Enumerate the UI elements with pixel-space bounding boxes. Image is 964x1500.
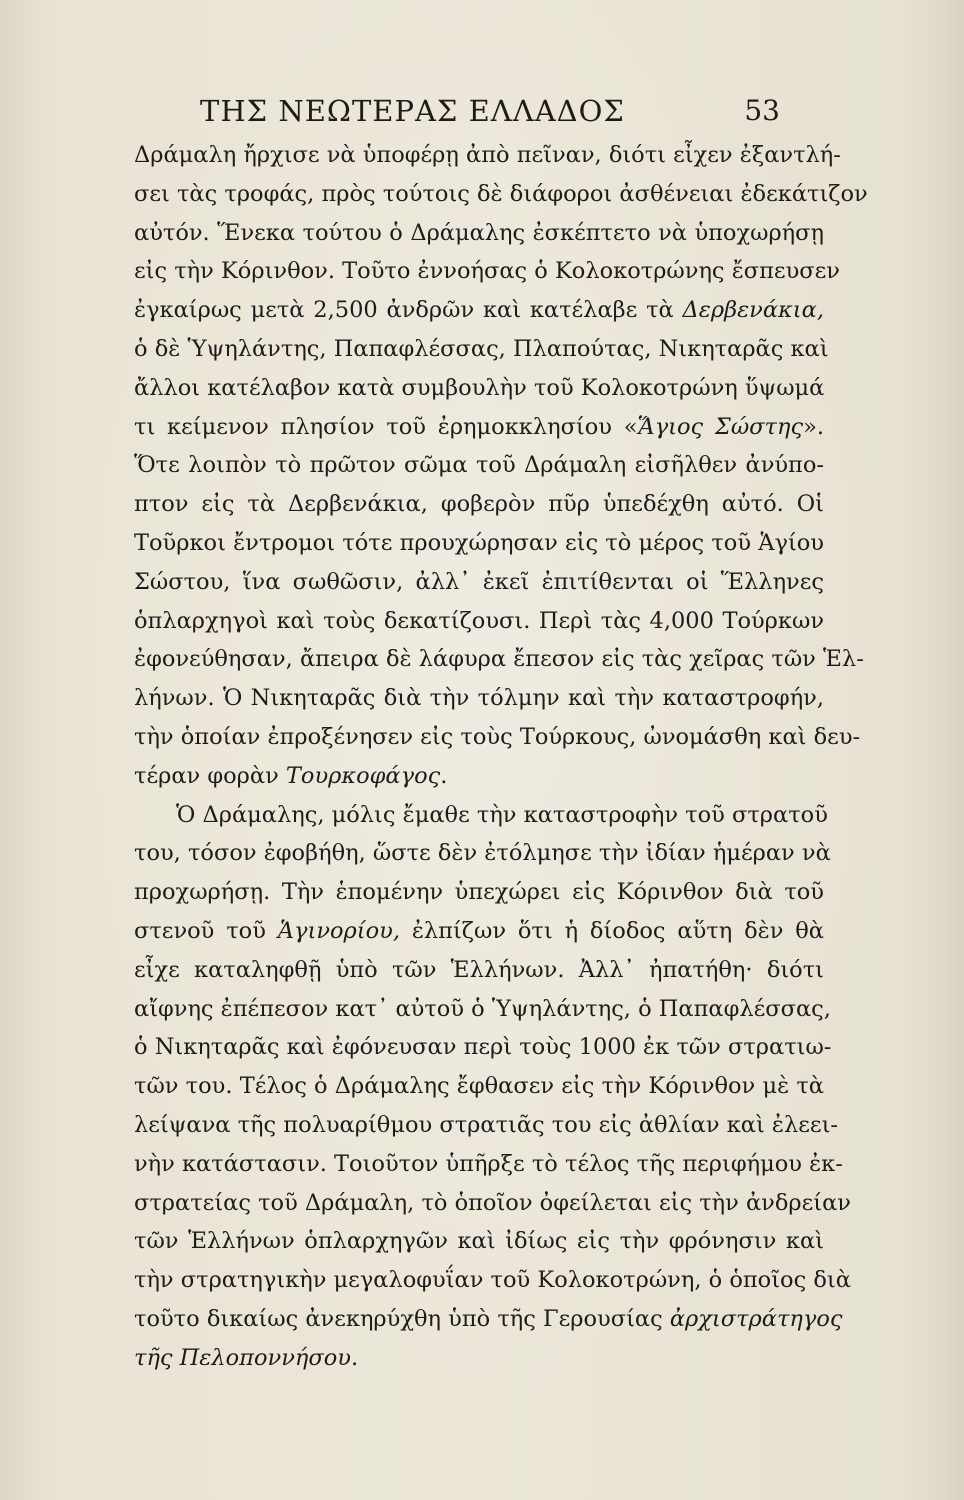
text-line [134,1067,824,1106]
text-run: ἐγκαίρως μετὰ 2,500 ἀνδρῶν καὶ κατέλαβε τὰ [134,297,674,324]
text-line [134,408,824,447]
text-run: ἐλπίζων ὅτι ἡ δίοδος αὕτη δὲν θὰ [411,917,824,944]
text-run: ἐφονεύθησαν, ἄπειρα δὲ λάφυρα ἔπεσον εἰς τὰς χεῖρας τῶν Ἑλ- [134,646,864,673]
text-run: τέραν φορὰν [134,762,279,789]
text-line [134,834,831,873]
text-run: Τοῦρκοι ἔντρομοι τότε προυχώρησαν εἰς τὸ μέρος τοῦ Ἁγίου [134,529,824,556]
text-line [134,446,824,485]
text-run: νὴν κατάστασιν. Τοιοῦτον ὑπῆρξε τὸ τέλος τῆς περιφήμου ἐκ- [134,1150,843,1177]
text-run: τὴν στρατηγικὴν μεγαλοφυΐαν τοῦ Κολοκοτρώνη, ὁ ὁποῖος διὰ [134,1267,851,1294]
text-run: αἴφνης ἐπέπεσον κατ᾽ αὐτοῦ ὁ Ὑψηλάντης, ὁ Παπαφλέσσας, [134,995,831,1022]
text-run: πτον εἰς τὰ Δερβενάκια, φοβερὸν πῦρ ὑπεδέχθη αὐτό. Οἱ [134,491,824,518]
text-run: τῶν Ἑλλήνων ὁπλαρχηγῶν καὶ ἰδίως εἰς τὴν φρόνησιν καὶ [134,1228,824,1255]
text-line [134,1145,843,1184]
text-line [134,252,840,291]
text-line [134,1222,824,1261]
text-line [134,485,824,524]
text-run: Σώστου, ἵνα σωθῶσιν, ἀλλ᾽ ἐκεῖ ἐπιτίθενται οἱ Ἕλληνες [134,568,824,595]
text-run: λήνων. Ὁ Νικηταρᾶς διὰ τὴν τόλμην καὶ τὴν καταστροφήν, [134,685,824,712]
text-line [134,291,824,330]
text-line [134,1339,824,1378]
text-run: στρατείας τοῦ Δράμαλη, τὸ ὁποῖον ὀφείλεται εἰς τὴν ἀνδρείαν [134,1189,851,1216]
text-line [134,369,824,408]
text-run: ὁ Νικηταρᾶς καὶ ἐφόνευσαν περὶ τοὺς 1000 ἐκ τῶν στρατιω- [134,1034,832,1061]
text-line [134,757,824,796]
page-header [200,94,780,138]
text-run: αὐτόν. Ἕνεκα τούτου ὁ Δράμαλης ἐσκέπτετο νὰ ὑποχωρήσῃ [134,219,824,246]
text-run: ». [803,413,824,440]
text-run: του, τόσον ἐφοβήθη, ὥστε δὲν ἐτόλμησε τὴν ἰδίαν ἡμέραν νὰ [134,840,831,867]
text-line [134,136,841,175]
text-run: τοῦτο δικαίως ἀνεκηρύχθη ὑπὸ τῆς Γερουσίας [134,1305,663,1332]
body-text [134,136,868,1378]
text-run: Ὅτε λοιπὸν τὸ πρῶτον σῶμα τοῦ Δράμαλη εἰσῆλθεν ἀνύπο- [134,452,824,479]
page-number: 53 [744,94,780,127]
text-line [134,640,864,679]
text-run: . [350,1344,359,1371]
text-line [134,1261,851,1300]
text-line [134,718,861,757]
text-line [134,1028,832,1067]
text-line [134,951,824,990]
text-line [134,214,824,253]
text-line [134,524,824,563]
italic-text: Ἅγιος Σώστης [637,413,804,440]
text-line [134,1184,851,1223]
italic-text: τῆς Πελοποννήσου [134,1344,351,1371]
text-line [134,1300,843,1339]
text-run: προχωρήσῃ. Τὴν ἑπομένην ὑπεχώρει εἰς Κόρινθον διὰ τοῦ [134,879,824,906]
text-line [134,330,829,369]
text-run: ὁ δὲ Ὑψηλάντης, Παπαφλέσσας, Πλαπούτας, Νικηταρᾶς καὶ [134,335,829,362]
text-run: εἰς τὴν Κόρινθον. Τοῦτο ἐννοήσας ὁ Κολοκοτρώνης ἔσπευσεν [134,258,840,285]
text-line [134,796,828,835]
text-run: . [440,762,448,789]
text-run: τῶν του. Τέλος ὁ Δράμαλης ἔφθασεν εἰς τὴν Κόρινθον μὲ τὰ [134,1073,824,1100]
italic-text: Δερβενάκια, [682,297,824,324]
text-run: Ὁ Δράμαλης, μόλις ἔμαθε τὴν καταστροφὴν τοῦ στρατοῦ [176,801,828,828]
italic-text: Ἁγινορίου, [277,917,400,944]
italic-text: ἀρχιστράτηγος [669,1305,843,1332]
text-line [134,1106,838,1145]
text-run: ἄλλοι κατέλαβον κατὰ συμβουλὴν τοῦ Κολοκοτρώνη ὕψωμά [134,374,825,401]
italic-text: Τουρκοφάγος [285,762,441,789]
text-line [134,873,824,912]
text-run: Δράμαλη ἤρχισε νὰ ὑποφέρῃ ἀπὸ πεῖναν, διότι εἶχεν ἐξαντλή- [134,142,841,168]
text-line [134,602,824,641]
text-line [134,175,868,214]
text-run: ὁπλαρχηγοὶ καὶ τοὺς δεκατίζουσι. Περὶ τὰς 4,000 Τούρκων [134,607,824,634]
text-line [134,679,824,718]
text-run: στενοῦ τοῦ [134,917,266,944]
text-run: εἶχε καταληφθῇ ὑπὸ τῶν Ἑλλήνων. Ἀλλ᾽ ἠπατήθη· διότι [134,956,824,983]
text-line [134,990,831,1029]
text-run: σει τὰς τροφάς, πρὸς τούτοις δὲ διάφοροι ἀσθένειαι ἐδεκάτιζον [134,180,868,207]
text-run: λείψανα τῆς πολυαρίθμου στρατιᾶς του εἰς ἀθλίαν καὶ ἐλεει- [134,1111,838,1138]
text-run: τὴν ὁποίαν ἐπροξένησεν εἰς τοὺς Τούρκους, ὠνομάσθη καὶ δευ- [134,723,861,750]
text-run: τι κείμενον πλησίον τοῦ ἐρημοκκλησίου « [134,413,638,440]
running-title: ΤΗΣ ΝΕΩΤΕΡΑΣ ΕΛΛΑΔΟΣ [200,94,625,128]
text-line [134,912,824,951]
text-line [134,563,824,602]
